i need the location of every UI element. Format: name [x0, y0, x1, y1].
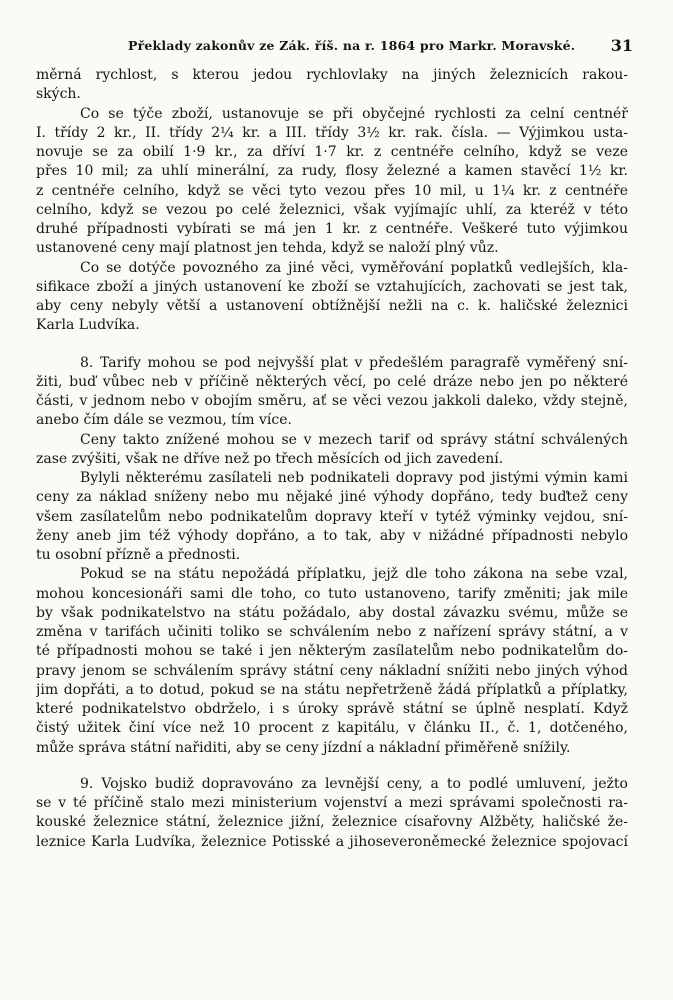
paragraph	[36, 469, 628, 565]
text-line: měrná rychlost, s kterou jedou rychlovlaky na jiných železnicích rakou-	[36, 67, 628, 83]
paragraph	[36, 565, 628, 758]
text-line: žiti, buď vůbec neb v příčině některých věcí, po celé dráze nebo jen po některé	[36, 373, 628, 390]
section-gap	[36, 758, 628, 775]
text-line: Ceny takto znížené mohou se v mezech tarif od správy státní schválených	[80, 431, 628, 448]
text-line: zase zvýšiti, však ne dříve než po třech měsících od jich zavedení.	[36, 450, 504, 467]
text-line: novuje se za obilí 1·9 kr., za dříví 1·7 kr. z centnéře celního, když se veze	[36, 144, 628, 160]
text-line: jim dopřáti, a to dotud, pokud se na státu nepřetrženě žádá příplatků a příplatky,	[36, 681, 628, 698]
paragraph	[36, 775, 628, 852]
text-line: které podnikatelstvo obdrželo, i s úroky správě státní se úplně nesplatí. Když	[36, 701, 628, 717]
text-line: čistý užitek činí více než 10 procent z kapitálu, v článku II., č. 1, dotčeného,	[36, 720, 628, 737]
text-line: všem zasílatelům nebo podnikatelům dopravy kteří v tytéž výminky vejdou, sní-	[36, 508, 628, 525]
text-line: celního, když se vezou po celé železnici, však vyjímajíc uhlí, za kteréž v této	[36, 201, 628, 218]
text-line: pravy jenom se schválením správy státní ceny nákladní snížiti nebo jiných výhod	[36, 662, 628, 679]
text-line: aby ceny nebyly větší a ustanovení obtížnější nežli na c. k. haličské železnici	[36, 298, 628, 314]
text-line: ustanovené ceny mají platnost jen tehda, když se naloží plný vůz.	[36, 240, 499, 257]
text-line: 9. Vojsko budiž dopravováno za levnější ceny, a to podlé umluvení, ježto	[80, 775, 628, 792]
text-line: ceny za náklad sníženy nebo mu nějaké jiné výhody dopřáno, tedy buďtež ceny	[36, 489, 628, 506]
text-line: Co se týče zboží, ustanovuje se při obyčejné rychlosti za celní centnéř	[80, 105, 628, 122]
paragraph	[36, 66, 628, 105]
text-line: mohou koncesionáři sami dle toho, co tuto ustanoveno, tarify změniti; jak mile	[36, 585, 628, 602]
section-gap	[36, 336, 628, 354]
text-line: ských.	[36, 86, 81, 103]
paragraph	[36, 431, 628, 470]
page-number: 31	[610, 36, 633, 55]
text-line: tu osobní přízně a přednosti.	[36, 547, 241, 563]
text-line: té případnosti mohou se také i jen některým zasílatelům nebo podnikatelům do-	[36, 643, 628, 660]
paragraph	[36, 354, 628, 431]
text-line: změna v tarifách učiniti toliko se schválením nebo z nařízení správy státní, a v	[36, 624, 628, 640]
text-line: kouské železnice státní, železnice jižní, železnice císařovny Alžběty, haličské že-	[36, 814, 628, 831]
text-line: Bylyli některému zasílateli neb podnikateli dopravy pod jistými výmin kami	[80, 470, 628, 486]
text-line: Karla Ludvíka.	[36, 317, 140, 334]
text-line: může správa státní nařiditi, aby se ceny jízdní a nákladní přiměřeně snížily.	[36, 739, 571, 756]
text-line: části, v jednom nebo v obojím směru, ať se věci vezou jakkoli daleko, vždy stejně,	[36, 393, 628, 409]
text-line: 8. Tarify mohou se pod nejvyšší plat v předešlém paragrafě vyměřený sní-	[80, 354, 628, 371]
paragraph	[36, 259, 628, 336]
text-line: z centnéře celního, když se věci tyto vezou přes 10 mil, u 1¼ kr. z centnéře	[36, 182, 628, 199]
text-line: sifikace zboží a jiných ustanovení ke zboží se vztahujících, zachovati se jest tak,	[36, 278, 628, 295]
header-title: Překlady zakonův ze Zák. říš. na r. 1864 pro Markr. Moravské.	[128, 38, 576, 53]
text-line: přes 10 mil; za uhlí minerální, za rudy, flosy železné a kamen stavěcí 1½ kr.	[36, 163, 628, 180]
text-line: by však podnikatelstvo na státu požádalo, aby dostal závazku svému, může se	[36, 604, 628, 621]
text-line: Co se dotýče povozného za jiné věci, vyměřování poplatků vedlejších, kla-	[80, 259, 628, 276]
text-line: ženy aneb jim též výhody dopřáno, a to tak, aby v nižádné případnosti nebylo	[36, 527, 628, 544]
text-line: I. třídy 2 kr., II. třídy 2¼ kr. a III. třídy 3½ kr. rak. čísla. — Výjimkou usta-	[36, 124, 628, 141]
text-line: se v té příčině stalo mezi ministerium vojenství a mezi správami společnosti ra-	[36, 795, 628, 811]
text-line: anebo čím dále se vezmou, tím více.	[36, 412, 292, 429]
document-body	[36, 66, 628, 852]
text-line: druhé případnosti vybírati se má jen 1 kr. z centnéře. Veškeré tuto výjimkou	[36, 221, 628, 237]
running-header	[36, 38, 633, 58]
text-line: Pokud se na státu nepožádá příplatku, jejž dle toho zákona na sebe vzal,	[80, 566, 628, 583]
paragraph	[36, 105, 628, 259]
text-line: leznice Karla Ludvíka, železnice Potisské a jihoseveroněmecké železnice spojovací	[36, 833, 628, 850]
